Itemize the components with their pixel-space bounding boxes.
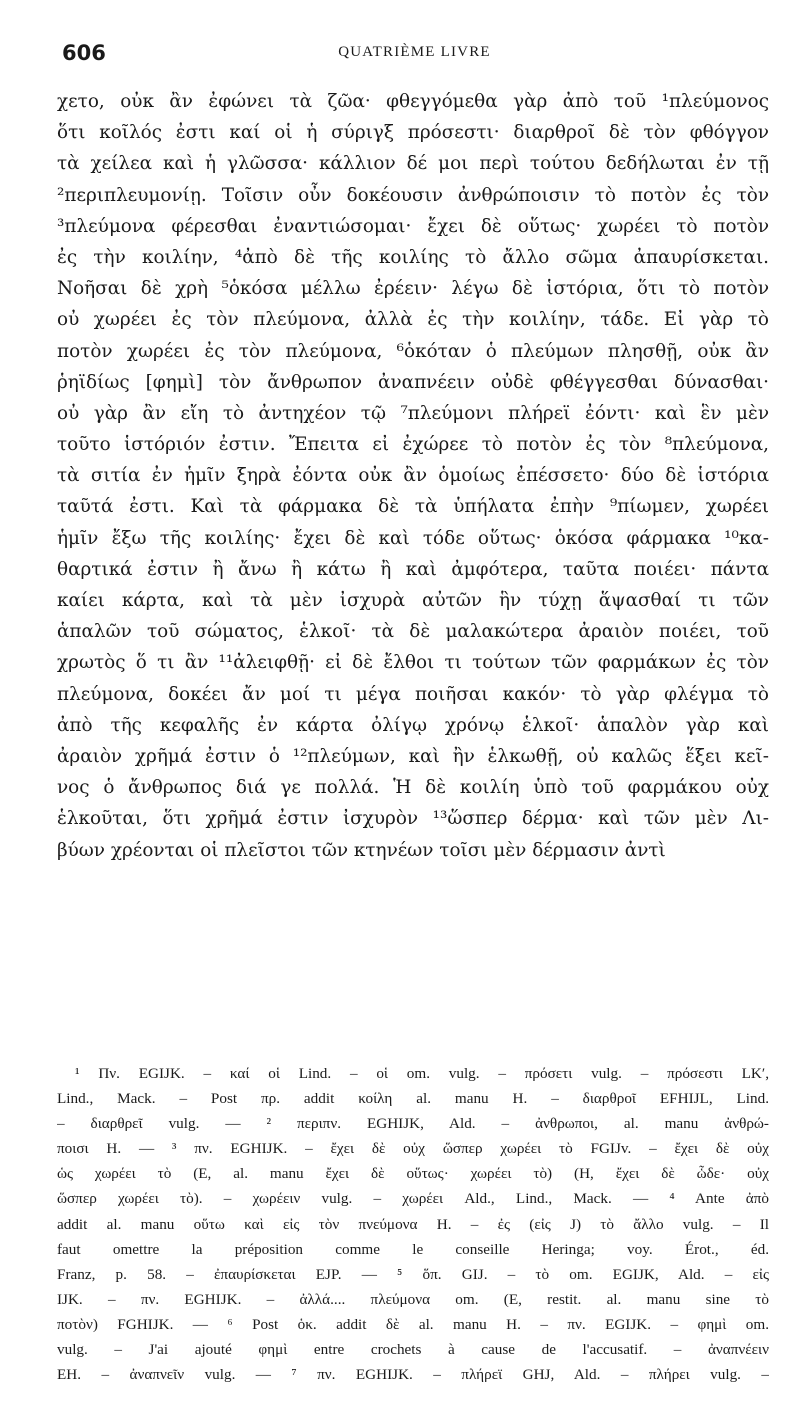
text-line: ἀραιὸν χρῆμά ἐστιν ὁ ¹²πλεύμων, καὶ ἢν ἑλκωθῇ, οὐ καλῶς ἕξει κεῖ-: [57, 745, 769, 767]
footnote-line: IJK. – πν. EGHIJK. – ἀλλά.... πλεύμονα om. (E, restit. al. manu sine τὸ: [57, 1290, 769, 1308]
running-header: [62, 41, 767, 69]
text-line: χετο, οὐκ ἂν ἐφώνει τὰ ζῶα· φθεγγόμεθα γὰρ ἀπὸ τοῦ ¹πλεύμονος: [57, 91, 769, 112]
text-line: τὰ χείλεα καὶ ἡ γλῶσσα· κάλλιον δέ μοι περὶ τούτου δεδήλωται ἐν τῇ: [57, 153, 769, 175]
text-line: καίει κάρτα, καὶ τὰ μὲν ἰσχυρὰ αὐτῶν ἣν τύχῃ ἅψασθαί τι τῶν: [57, 590, 769, 611]
text-line: ῥηϊδίως [φημὶ] τὸν ἄνθρωπον ἀναπνέειν οὐδὲ φθέγγεσθαι δύνασθαι·: [57, 371, 769, 393]
text-line: ἁπαλῶν τοῦ σώματος, ἑλκοῖ· τὰ δὲ μαλακώτερα ἀραιὸν ποιέει, τοῦ: [57, 621, 769, 643]
footnote-line: addit al. manu οὕτω καὶ εἰς τὸν πνεύμονα H. – ἐς (εἰς J) τὸ ἄλλο vulg. – Il: [57, 1215, 769, 1233]
text-line: ἑλκοῦται, ὅτι χρῆμά ἐστιν ἰσχυρὸν ¹³ὥσπερ δέρμα· καὶ τῶν μὲν Λι-: [57, 808, 769, 830]
footnote-line: ¹ Πν. EGIJK. – καί οἱ Lind. – οἱ om. vulg. – πρόσετι vulg. – πρόσεστι LK′,: [75, 1065, 769, 1082]
footnote-line: Lind., Mack. – Post πρ. addit κοίλη al. manu H. – διαρθροῖ EFHIJL, Lind.: [57, 1090, 769, 1108]
footnote-line: EH. – ἀναπνεῖν vulg. — ⁷ πν. EGHIJK. – πλήρεϊ GHJ, Ald. – πλήρει vulg. –: [57, 1366, 769, 1384]
text-line: τοῦτο ἱστόριόν ἐστιν. Ἔπειτα εἰ ἐχώρεε τὸ ποτὸν ἐς τὸν ⁸πλεύμονα,: [57, 434, 769, 456]
page-number: 606: [62, 41, 106, 65]
text-line: οὐ χωρέει ἐς τὸν πλεύμονα, ἀλλὰ ἐς τὴν κοιλίην, τάδε. Εἰ γὰρ τὸ: [57, 309, 769, 331]
text-line: ἀπὸ τῆς κεφαλῆς ἐν κάρτα ὀλίγῳ χρόνῳ ἑλκοῖ· ἁπαλὸν γὰρ καὶ: [57, 714, 769, 736]
footnote-line: – διαρθρεῖ vulg. — ² περιπν. EGHIJK, Ald. – ἀνθρωποι, al. manu ἀνθρώ-: [57, 1115, 769, 1133]
text-line: χρωτὸς ὅ τι ἂν ¹¹ἀλειφθῇ· εἰ δὲ ἔλθοι τι τούτων τῶν φαρμάκων ἐς τὸν: [57, 652, 769, 674]
text-line: οὐ γὰρ ἂν εἴη τὸ ἀντηχέον τῷ ⁷πλεύμονι πλήρεϊ ἐόντι· καὶ ἓν μὲν: [57, 402, 769, 424]
text-line: ταῦτά ἐστι. Καὶ τὰ φάρμακα δὲ τὰ ὑπήλατα ἐπὴν ⁹πίωμεν, χωρέει: [57, 496, 769, 518]
footnote-line: ποισι H. — ³ πν. EGHIJK. – ἔχει δὲ οὐχ ὥσπερ χωρέει τὸ FGIJv. – ἔχει δὲ οὐχ: [57, 1140, 769, 1158]
text-line: ἐς τὴν κοιλίην, ⁴ἀπὸ δὲ τῆς κοιλίης τὸ ἄλλο σῶμα ἀπαυρίσκεται.: [57, 246, 769, 268]
running-title: QUATRIÈME LIVRE: [338, 44, 491, 60]
text-line: ποτὸν χωρέει ἐς τὸν πλεύμονα, ⁶ὁκόταν ὁ πλεύμων πλησθῇ, οὐκ ἂν: [57, 340, 769, 362]
text-line: Νοῆσαι δὲ χρὴ ⁵ὁκόσα μέλλω ἐρέειν· λέγω δὲ ἱστόρια, ὅτι τὸ ποτὸν: [57, 278, 769, 300]
text-line: νος ὁ ἄνθρωπος διά γε πολλά. Ἡ δὲ κοιλίη ὑπὸ τοῦ φαρμάκου οὐχ: [57, 777, 769, 799]
footnote-line: Franz, p. 58. – ἐπαυρίσκεται EJP. — ⁵ ὅπ. GIJ. – τὸ om. EGIJK, Ald. – εἰς: [57, 1265, 769, 1283]
text-line: ἡμῖν ἔξω τῆς κοιλίης· ἔχει δὲ καὶ τόδε οὕτως· ὁκόσα φάρμακα ¹⁰κα-: [57, 527, 769, 549]
text-line: βύων χρέονται οἱ πλεῖστοι τῶν κτηνέων τοῖσι μὲν δέρμασιν ἀντὶ: [57, 839, 666, 861]
footnote-line: vulg. – J'ai ajouté φημὶ entre crochets à cause de l'accusatif. – ἀναπνέειν: [57, 1341, 769, 1359]
text-line: πλεύμονα, δοκέει ἄν μοί τι μέγα ποιῆσαι κακόν· τὸ γὰρ φλέγμα τὸ: [57, 683, 769, 705]
text-line: ὅτι κοῖλός ἐστι καί οἱ ἡ σύριγξ πρόσεστι· διαρθροῖ δὲ τὸν φθόγγον: [57, 122, 769, 144]
footnote-line: ποτὸν) FGHIJK. — ⁶ Post ὁκ. addit δὲ al. manu H. – πν. EGIJK. – φημὶ om.: [57, 1315, 769, 1333]
text-line: θαρτικά ἐστιν ἢ ἄνω ἢ κάτω ἢ καὶ ἀμφότερα, ταῦτα ποιέει· πάντα: [57, 558, 769, 580]
greek-main-text: [57, 86, 769, 866]
footnote-line: faut omettre la préposition comme le conseille Heringa; voy. Érot., éd.: [57, 1240, 769, 1258]
text-line: τὰ σιτία ἐν ἡμῖν ξηρὰ ἐόντα οὐκ ἂν ὁμοίως ἐπέσσετο· δύο δὲ ἱστόρια: [57, 465, 769, 487]
text-line: ²περιπλευμονίῃ. Τοῖσιν οὖν δοκέουσιν ἀνθρώποισιν τὸ ποτὸν ἐς τὸν: [57, 184, 769, 206]
footnote-line: ὥσπερ χωρέει τὸ). – χωρέειν vulg. – χωρέει Ald., Lind., Mack. — ⁴ Ante ἀπὸ: [57, 1190, 769, 1208]
critical-apparatus-footnotes: [57, 1061, 769, 1387]
footnote-line: ὡς χωρέει τὸ (E, al. manu ἔχει δὲ οὕτως· χωρέει τὸ) (H, ἔχει δὲ ὧδε· οὐχ: [57, 1165, 769, 1183]
text-line: ³πλεύμονα φέρεσθαι ἐναντιώσομαι· ἔχει δὲ οὕτως· χωρέει τὸ ποτὸν: [57, 215, 769, 237]
